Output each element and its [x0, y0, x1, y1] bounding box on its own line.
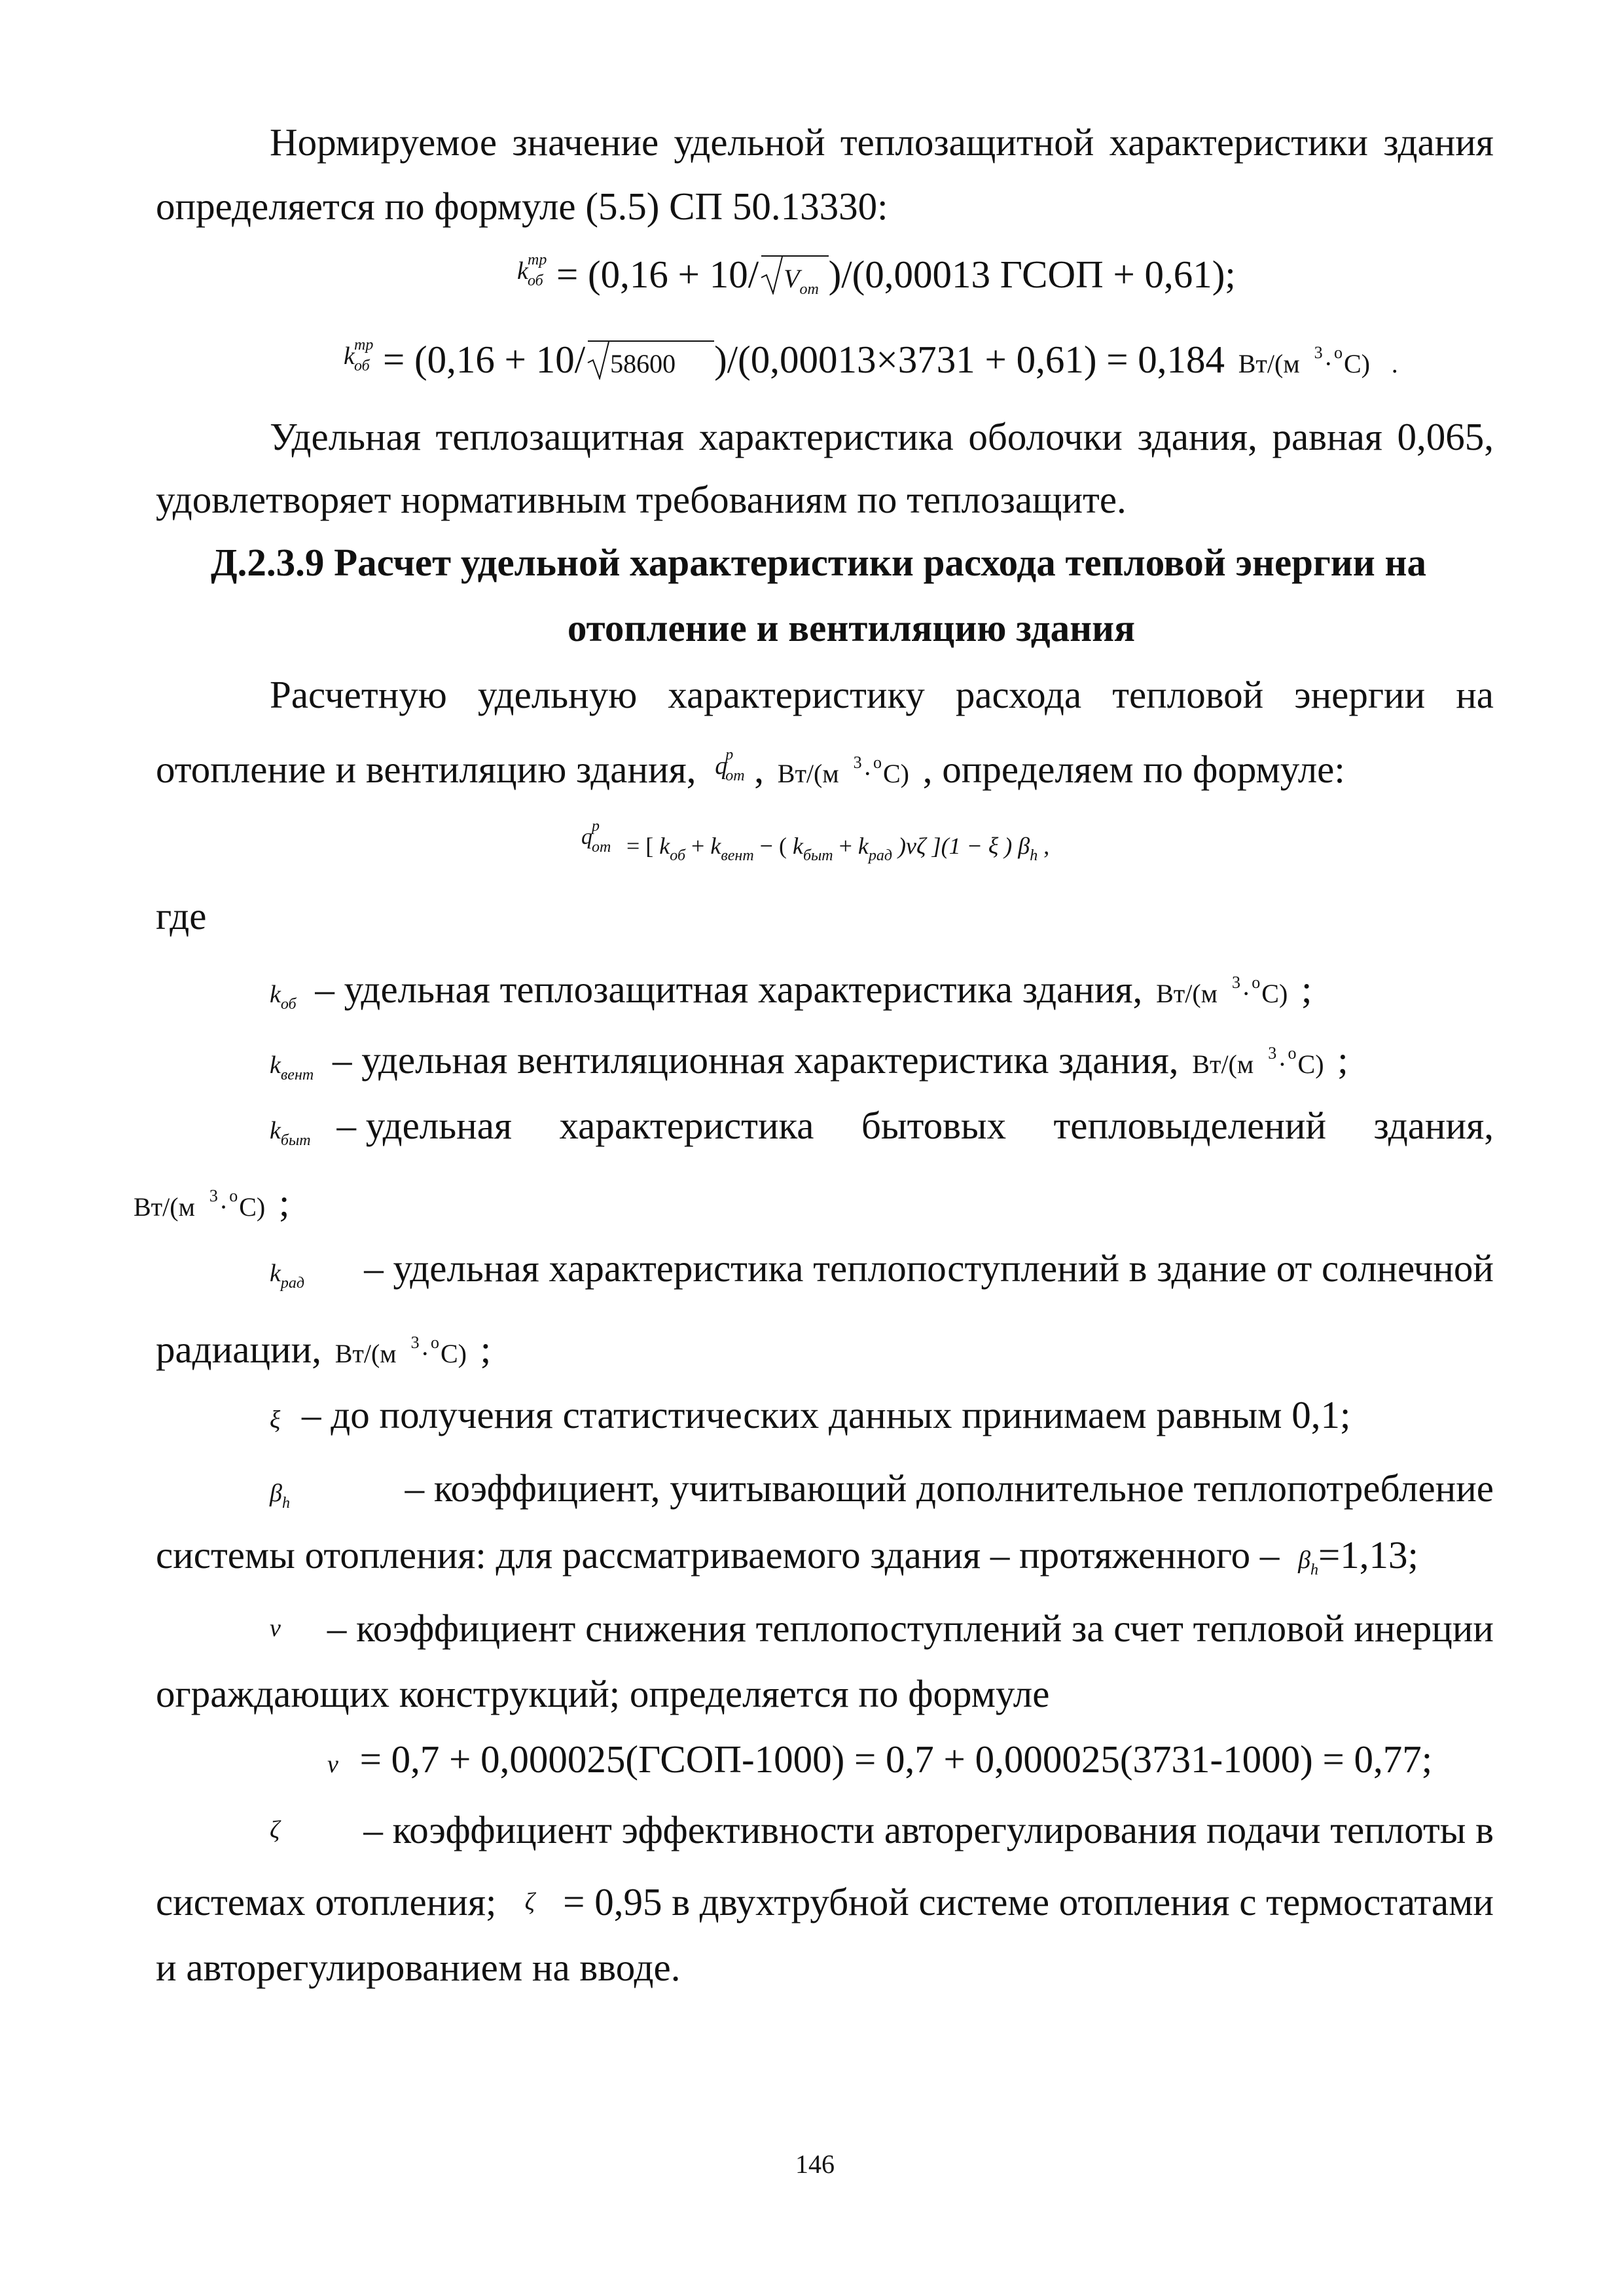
k-ob-tr-symbol: k тр об	[517, 251, 547, 289]
k-ob-tr-symbol-2: k тр об	[344, 337, 374, 374]
para2-line1: Удельная теплозащитная характеристика оболочки здания, равная 0,065,	[270, 415, 1494, 458]
section-heading-line1: Д.2.3.9 Расчет удельной характеристики расхода тепловой энергии на	[211, 541, 1426, 584]
def-beta-line2: системы отопления: для рассматриваемого здания – протяженного – $\beta_h=1,13$;	[156, 1533, 1418, 1578]
formula-k-ob-tr-numeric: k тр об = (0,16 + 10/ 58600 )/(0,00013×3731 + 0,61) = 0,184 Вт/(м $^3$·$^о$С) .	[344, 330, 1398, 387]
def-k-byt: $k_{быт}$ – удельная характеристика бытовых тепловыделений здания,	[270, 1104, 1494, 1149]
unit-w-m3-c-3: Вт/(м $^3$·$^о$С)	[1156, 973, 1288, 1008]
formula-k-ob-tr-general: k тр об = (0,16 + 10/ $V_{от}$ )/(0,00013 ГСОП + 0,61);	[517, 251, 1236, 307]
def-k-rad-line2: радиации, Вт/(м $^3$·$^о$С) ;	[156, 1320, 491, 1377]
def-k-vent: $k_{вент}$ – удельная вентиляционная характеристика здания, Вт/(м $^3$·$^о$С) ;	[270, 1030, 1348, 1098]
formula-nu: ν = 0,7 + 0,000025(ГСОП-1000) = 0,7 + 0,000025(3731-1000) = 0,77;	[327, 1738, 1433, 1781]
def-zeta-line2: системах отопления; ζ = 0,95 в двухтрубной системе отопления с термостатами	[156, 1880, 1494, 1923]
def-zeta-line3: и авторегулированием на вводе.	[156, 1946, 681, 1989]
def-beta: $\beta_h$ – коэффициент, учитывающий дополнительное теплопотребление	[270, 1467, 1494, 1512]
formula-q-ot-p: q р от = [ $k_{об} + k_{вент}$ − ( $k_{быт} + k_{рад}$ )νζ ](1 − ξ ) $\beta_h$ ,	[581, 818, 1050, 864]
para1-line2: определяется по формуле (5.5) СП 50.13330:	[156, 185, 888, 228]
def-nu: ν – коэффициент снижения теплопоступлений за счет тепловой инерции	[270, 1607, 1494, 1650]
sqrt-v-ot: $V_{от}$	[761, 255, 829, 307]
para2-line2: удовлетворяет нормативным требованиям по теплозащите.	[156, 478, 1127, 521]
def-k-byt-unit: Вт/(м $^3$·$^о$С) ;	[130, 1173, 289, 1230]
page-number: 146	[795, 2149, 835, 2179]
unit-w-m3-c: Вт/(м $^3$·$^о$С)	[1238, 343, 1370, 378]
unit-w-m3-c-4: Вт/(м $^3$·$^о$С)	[1192, 1044, 1324, 1079]
def-zeta: ζ – коэффициент эффективности авторегулирования подачи теплоты в	[270, 1808, 1494, 1851]
para3-line2: отопление и вентиляцию здания, q р от , Вт/(м $^3$·$^о$С) , определяем по формуле:	[156, 740, 1345, 797]
para1-line1: Нормируемое значение удельной теплозащитной характеристики здания	[270, 120, 1494, 164]
unit-w-m3-c-6: Вт/(м $^3$·$^о$С)	[334, 1333, 467, 1368]
unit-w-m3-c-2: Вт/(м $^3$·$^о$С)	[777, 753, 909, 788]
def-k-ob: $k_{об}$ – удельная теплозащитная характеристика здания, Вт/(м $^3$·$^о$С) ;	[270, 960, 1312, 1027]
where-label: где	[156, 894, 207, 938]
section-heading-line2: отопление и вентиляцию здания	[567, 606, 1136, 649]
def-nu-line2: ограждающих конструкций; определяется по формуле	[156, 1672, 1050, 1715]
q-ot-p-symbol: q р от	[715, 746, 745, 784]
def-k-rad: $k_{рад}$ – удельная характеристика теплопоступлений в здание от солнечной	[270, 1247, 1494, 1292]
para3-line1: Расчетную удельную характеристику расхода тепловой энергии на	[270, 673, 1494, 716]
q-ot-p-formula-symbol: q р от	[581, 818, 611, 856]
sqrt-58600: 58600	[588, 340, 714, 382]
unit-w-m3-c-5: Вт/(м $^3$·$^о$С)	[134, 1186, 266, 1222]
def-xi: ξ – до получения статистических данных принимаем равным 0,1;	[270, 1393, 1351, 1436]
